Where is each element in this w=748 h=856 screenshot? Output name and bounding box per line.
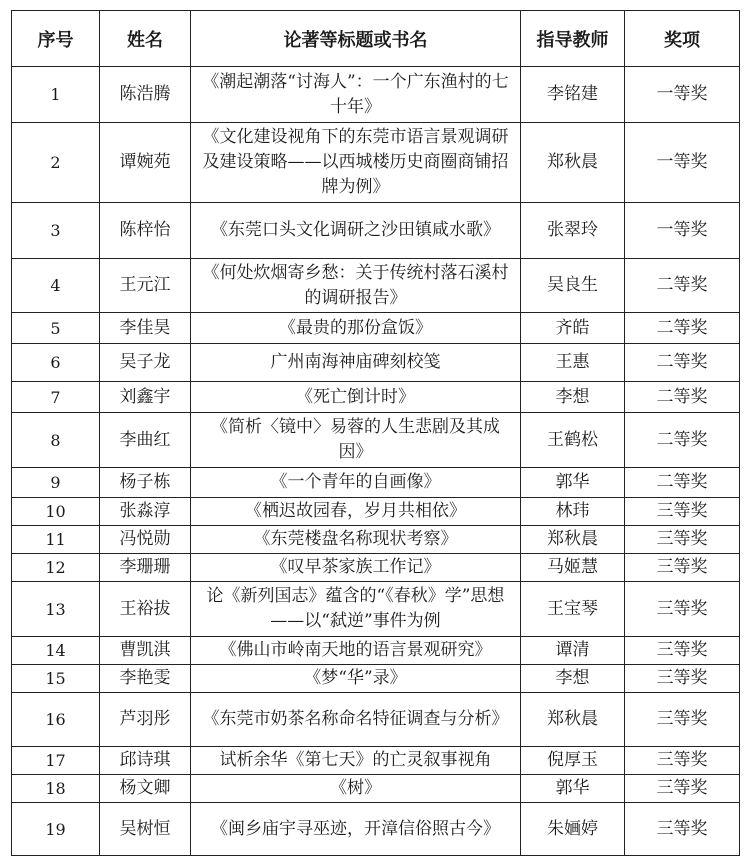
row-title: 论《新列国志》蕴含的“《春秋》学”思想——以“弑逆”事件为例 — [191, 582, 521, 637]
row-title: 《死亡倒计时》 — [191, 382, 521, 413]
row-title: 《简析〈镜中〉易蓉的人生悲剧及其成因》 — [191, 413, 521, 468]
row-award: 三等奖 — [625, 665, 740, 693]
row-name: 李曲红 — [100, 413, 191, 468]
row-award: 三等奖 — [625, 498, 740, 526]
table-row — [12, 665, 740, 693]
row-name: 谭婉苑 — [100, 123, 191, 203]
row-award: 三等奖 — [625, 554, 740, 582]
row-award: 二等奖 — [625, 313, 740, 344]
row-index: 14 — [12, 637, 100, 665]
row-advisor: 郑秋晨 — [521, 526, 625, 554]
row-title: 《闽乡庙宇寻巫迹，开漳信俗照古今》 — [191, 803, 521, 856]
table-row — [12, 203, 740, 259]
row-index: 1 — [12, 67, 100, 123]
row-award: 二等奖 — [625, 382, 740, 413]
table-row — [12, 526, 740, 554]
row-award: 二等奖 — [625, 344, 740, 382]
row-award: 三等奖 — [625, 693, 740, 747]
row-award: 二等奖 — [625, 468, 740, 498]
row-advisor: 王宝琴 — [521, 582, 625, 637]
table-row — [12, 775, 740, 803]
row-advisor: 张翠玲 — [521, 203, 625, 259]
row-advisor: 李铭建 — [521, 67, 625, 123]
row-title: 试析余华《第七天》的亡灵叙事视角 — [191, 747, 521, 775]
row-title: 广州南海神庙碑刻校笺 — [191, 344, 521, 382]
table-row — [12, 123, 740, 203]
row-award: 一等奖 — [625, 203, 740, 259]
row-award: 三等奖 — [625, 803, 740, 856]
row-name: 李佳昊 — [100, 313, 191, 344]
row-name: 王元江 — [100, 259, 191, 313]
table-row — [12, 413, 740, 468]
table-row — [12, 468, 740, 498]
row-index: 17 — [12, 747, 100, 775]
table-row — [12, 582, 740, 637]
header-index: 序号 — [12, 11, 100, 67]
row-name: 李艳雯 — [100, 665, 191, 693]
table-row — [12, 259, 740, 313]
row-title: 《东莞楼盘名称现状考察》 — [191, 526, 521, 554]
header-title: 论著等标题或书名 — [191, 11, 521, 67]
table-row — [12, 382, 740, 413]
row-title: 《栖迟故园春，岁月共相依》 — [191, 498, 521, 526]
row-index: 4 — [12, 259, 100, 313]
row-name: 吴树恒 — [100, 803, 191, 856]
row-index: 7 — [12, 382, 100, 413]
table-row — [12, 747, 740, 775]
row-index: 12 — [12, 554, 100, 582]
row-name: 冯悦勋 — [100, 526, 191, 554]
table-row — [12, 803, 740, 856]
header-advisor: 指导教师 — [521, 11, 625, 67]
row-index: 16 — [12, 693, 100, 747]
row-title: 《何处炊烟寄乡愁：关于传统村落石溪村的调研报告》 — [191, 259, 521, 313]
row-title: 《文化建设视角下的东莞市语言景观调研及建设策略——以西城楼历史商圈商铺招牌为例》 — [191, 123, 521, 203]
table-row — [12, 693, 740, 747]
row-award: 二等奖 — [625, 413, 740, 468]
table-row — [12, 344, 740, 382]
row-advisor: 郭华 — [521, 468, 625, 498]
row-advisor: 王惠 — [521, 344, 625, 382]
row-award: 二等奖 — [625, 259, 740, 313]
row-index: 10 — [12, 498, 100, 526]
row-advisor: 王鹤松 — [521, 413, 625, 468]
row-advisor: 郑秋晨 — [521, 693, 625, 747]
row-index: 19 — [12, 803, 100, 856]
header-name: 姓名 — [100, 11, 191, 67]
row-index: 5 — [12, 313, 100, 344]
table-row — [12, 498, 740, 526]
row-advisor: 马姬慧 — [521, 554, 625, 582]
row-name: 刘鑫宇 — [100, 382, 191, 413]
row-award: 三等奖 — [625, 582, 740, 637]
row-name: 杨子栋 — [100, 468, 191, 498]
row-index: 15 — [12, 665, 100, 693]
row-title: 《树》 — [191, 775, 521, 803]
row-advisor: 朱婳婷 — [521, 803, 625, 856]
row-title: 《佛山市岭南天地的语言景观研究》 — [191, 637, 521, 665]
row-title: 《叹早茶家族工作记》 — [191, 554, 521, 582]
row-name: 曹凯淇 — [100, 637, 191, 665]
row-title: 《最贵的那份盒饭》 — [191, 313, 521, 344]
row-award: 一等奖 — [625, 67, 740, 123]
row-name: 杨文卿 — [100, 775, 191, 803]
table-row — [12, 637, 740, 665]
row-name: 芦羽彤 — [100, 693, 191, 747]
table-row — [12, 554, 740, 582]
award-table — [11, 10, 740, 856]
row-award: 一等奖 — [625, 123, 740, 203]
row-name: 李珊珊 — [100, 554, 191, 582]
row-name: 陈浩腾 — [100, 67, 191, 123]
row-index: 8 — [12, 413, 100, 468]
header-row — [12, 11, 740, 67]
row-advisor: 谭清 — [521, 637, 625, 665]
row-name: 张淼淳 — [100, 498, 191, 526]
row-title: 《东莞市奶茶名称命名特征调查与分析》 — [191, 693, 521, 747]
row-title: 《东莞口头文化调研之沙田镇咸水歌》 — [191, 203, 521, 259]
table-row — [12, 67, 740, 123]
row-name: 吴子龙 — [100, 344, 191, 382]
row-award: 三等奖 — [625, 775, 740, 803]
row-name: 邱诗琪 — [100, 747, 191, 775]
row-name: 王裕拔 — [100, 582, 191, 637]
row-advisor: 齐皓 — [521, 313, 625, 344]
row-index: 6 — [12, 344, 100, 382]
table-row — [12, 313, 740, 344]
row-name: 陈梓怡 — [100, 203, 191, 259]
row-advisor: 李想 — [521, 665, 625, 693]
row-index: 9 — [12, 468, 100, 498]
row-award: 三等奖 — [625, 747, 740, 775]
row-advisor: 郑秋晨 — [521, 123, 625, 203]
row-advisor: 林玮 — [521, 498, 625, 526]
header-award: 奖项 — [625, 11, 740, 67]
row-index: 11 — [12, 526, 100, 554]
row-index: 3 — [12, 203, 100, 259]
row-award: 三等奖 — [625, 637, 740, 665]
row-title: 《梦“华”录》 — [191, 665, 521, 693]
row-advisor: 吴良生 — [521, 259, 625, 313]
row-title: 《一个青年的自画像》 — [191, 468, 521, 498]
row-advisor: 郭华 — [521, 775, 625, 803]
row-index: 13 — [12, 582, 100, 637]
row-advisor: 倪厚玉 — [521, 747, 625, 775]
row-index: 18 — [12, 775, 100, 803]
row-title: 《潮起潮落“讨海人”：一个广东渔村的七十年》 — [191, 67, 521, 123]
row-index: 2 — [12, 123, 100, 203]
row-advisor: 李想 — [521, 382, 625, 413]
row-award: 三等奖 — [625, 526, 740, 554]
